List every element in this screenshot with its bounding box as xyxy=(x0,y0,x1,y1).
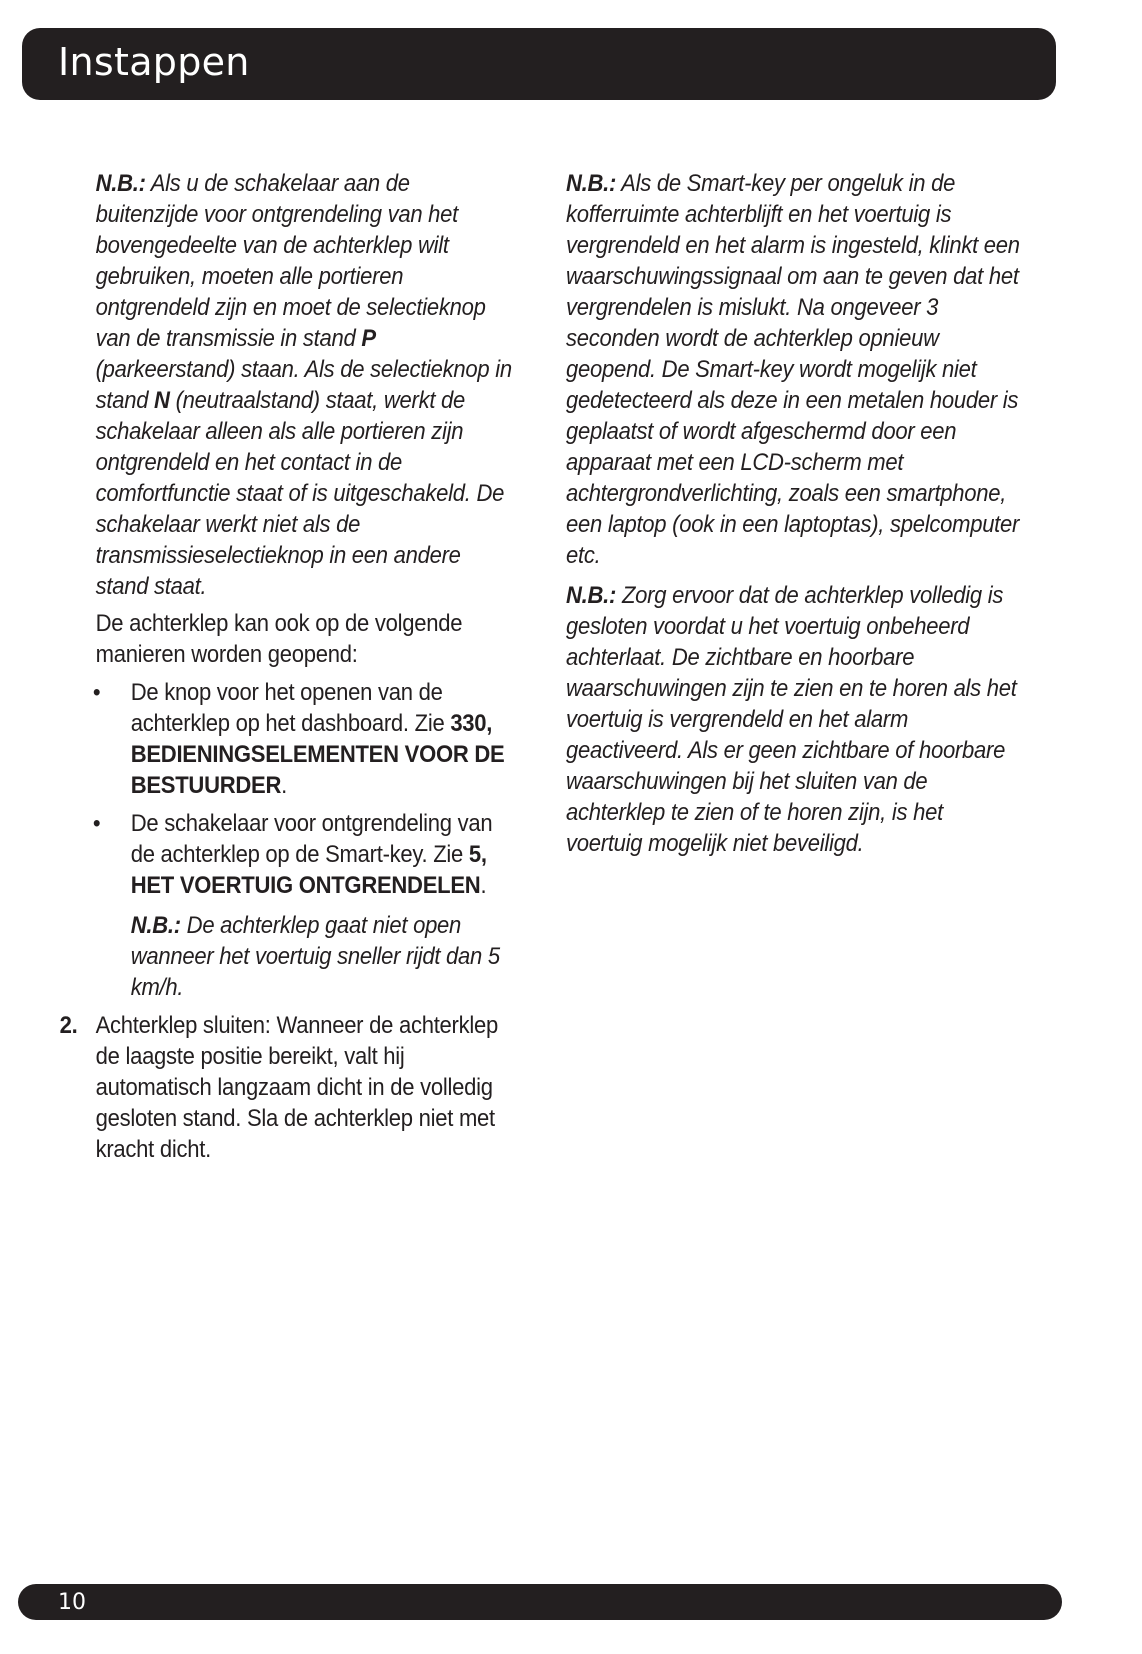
page-number: 10 xyxy=(58,1589,86,1615)
list-item-end: . xyxy=(480,872,487,899)
list-item-text: De schakelaar voor ontgrendeling van de achterklep op de Smart-key. Zie xyxy=(130,810,493,868)
gear-position-p: P xyxy=(361,325,376,352)
note-label: N.B.: xyxy=(130,912,181,939)
list-item-text: De knop voor het openen van de achterklep op het dashboard. Zie xyxy=(130,679,451,737)
step-item xyxy=(56,1010,515,1165)
note-text: (neutraalstand) staat, werkt de schakelaar alleen als alle portieren zijn ontgrendeld en het contact in de comfortfunctie staat of is uitgeschakeld. De schakelaar werkt niet als de transmissieselectieknop in een andere stand staat. xyxy=(95,387,505,600)
note-text: Als u de schakelaar aan de buitenzijde voor ontgrendeling van het bovengedeelte van de achterklep wilt gebruiken, moeten alle portieren ontgrendeld zijn en moet de selectieknop van de transmissie in stand xyxy=(95,170,486,352)
step-number: 2. xyxy=(59,1012,78,1039)
list-item xyxy=(56,808,515,901)
cross-reference-link[interactable]: 5, HET VOERTUIG ONTGRENDELEN xyxy=(130,841,487,899)
note-tailgate-closed xyxy=(566,580,1025,859)
left-column xyxy=(56,168,515,1165)
step-text: Achterklep sluiten: Wanneer de achterklep de laagste positie bereikt, valt hij automatisch langzaam dicht in de volledig gesloten stand. Sla de achterklep niet met kracht dicht. xyxy=(95,1012,498,1163)
page-footer-bar xyxy=(18,1584,1062,1620)
note-speed-limit xyxy=(56,910,515,1003)
list-item-end: . xyxy=(281,772,288,799)
note-text: De achterklep gaat niet open wanneer het voertuig sneller rijdt dan 5 km/h. xyxy=(130,912,500,1001)
section-title: Instappen xyxy=(58,40,250,84)
note-tailgate-outer-switch xyxy=(56,168,515,602)
list-item xyxy=(56,677,515,801)
note-text: Als de Smart-key per ongeluk in de kofferruimte achterblijft en het voertuig is vergrendeld en het alarm is ingesteld, klinkt een waarschuwingssignaal om aan te geven dat het vergrendelen is mislukt. Na ongeveer 3 seconden wordt de achterklep opnieuw geopend. De Smart-key wordt mogelijk niet gedetecteerd als deze in een metalen houder is geplaatst of wordt afgeschermd door een apparaat met een LCD-scherm met achtergrondverlichting, zoals een smartphone, een laptop (ook in een laptoptas), spelcomputer etc. xyxy=(566,170,1020,569)
section-header-bar xyxy=(22,28,1056,100)
gear-position-n: N xyxy=(154,387,170,414)
right-column xyxy=(566,168,1025,859)
note-label: N.B.: xyxy=(95,170,146,197)
note-smart-key-left-inside xyxy=(566,168,1025,571)
note-text: Zorg ervoor dat de achterklep volledig is gesloten voordat u het voertuig onbeheerd achterlaat. De zichtbare en hoorbare waarschuwingen zijn te zien en te horen als het voertuig is vergrendeld en het alarm geactiveerd. Als er geen zichtbare of hoorbare waarschuwingen bij het sluiten van de achterklep te zien of te horen zijn, is het voertuig mogelijk niet beveiligd. xyxy=(566,582,1017,857)
note-text: (parkeerstand) staan. Als de selectieknop in stand xyxy=(95,356,512,414)
intro-paragraph: De achterklep kan ook op de volgende manieren worden geopend: xyxy=(95,610,463,668)
bullet-icon: • xyxy=(92,810,101,837)
bullet-icon: • xyxy=(92,679,101,706)
cross-reference-link[interactable]: 330, BEDIENINGSELEMENTEN VOOR DE BESTUURDER xyxy=(130,710,505,799)
note-label: N.B.: xyxy=(566,582,617,609)
note-label: N.B.: xyxy=(566,170,617,197)
